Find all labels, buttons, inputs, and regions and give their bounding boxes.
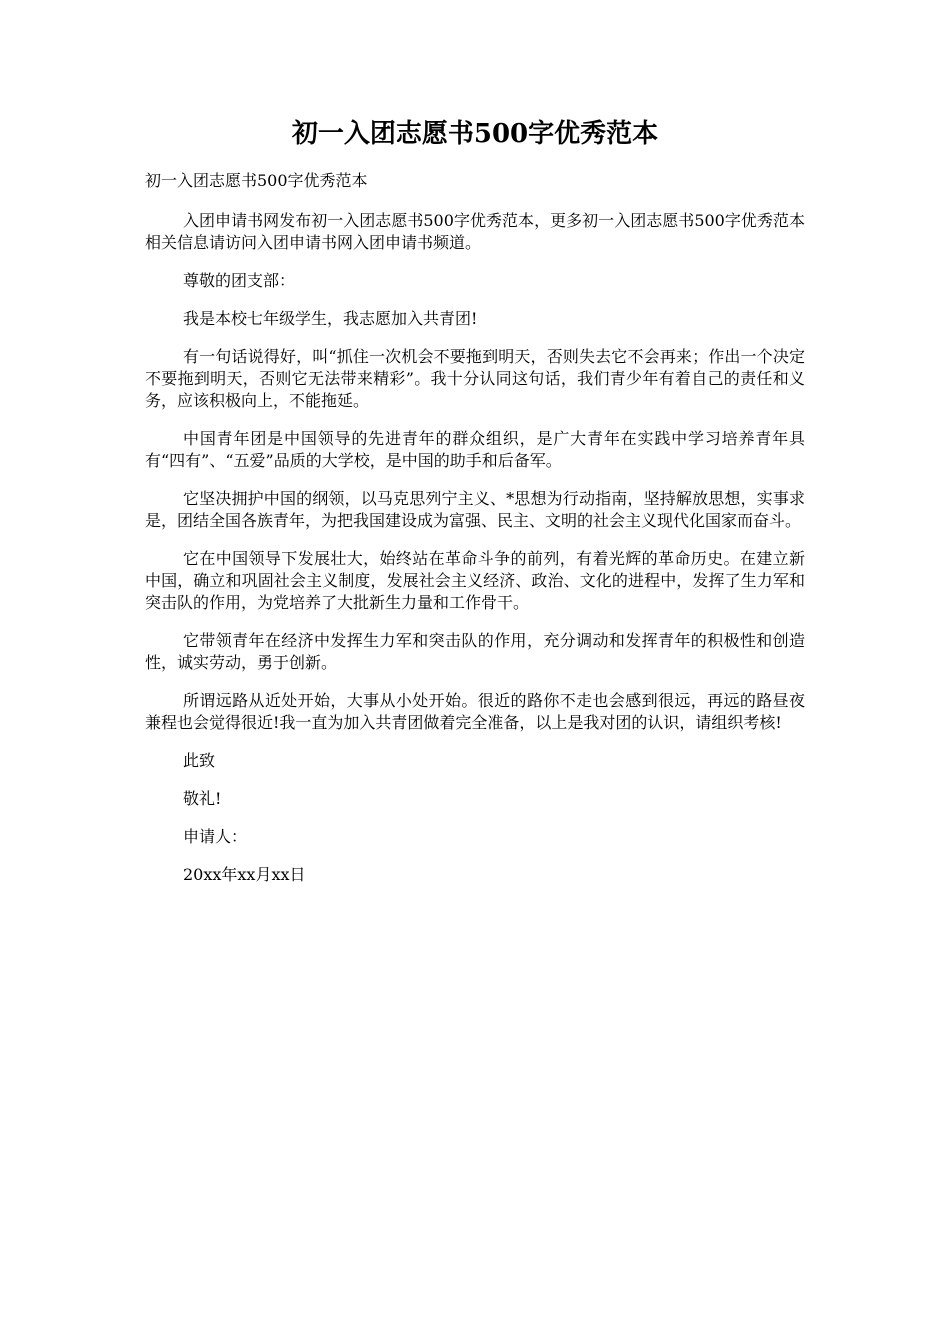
applicant-label: 申请人： bbox=[183, 827, 248, 846]
date-line: 20xx年xx月xx日 bbox=[183, 865, 306, 884]
paragraph-declaration: 我是本校七年级学生，我志愿加入共青团! bbox=[183, 309, 478, 328]
paragraph-league-role: 它带领青年在经济中发挥生力军和突击队的作用，充分调动和发挥青年的积极性和创造性，诚实劳动，勇于创新。 bbox=[145, 631, 805, 672]
paragraph-conclusion: 所谓远路从近处开始，大事从小处开始。很近的路你不走也会感到很远，再远的路昼夜兼程也会觉得很近!我一直为加入共青团做着完全准备，以上是我对团的认识，请组织考核! bbox=[145, 691, 805, 732]
paragraph-saying: 有一句话说得好，叫“抓住一次机会不要拖到明天，否则失去它不会再来；作出一个决定不要拖到明天，否则它无法带来精彩”。我十分认同这句话，我们青少年有着自己的责任和义务，应该积极向上，不能拖延。 bbox=[145, 347, 805, 410]
document-body bbox=[145, 170, 805, 902]
paragraph-league-history: 它在中国领导下发展壮大，始终站在革命斗争的前列，有着光辉的革命历史。在建立新中国，确立和巩固社会主义制度，发展社会主义经济、政治、文化的进程中，发挥了生力军和突击队的作用，为党培养了大批新生力量和工作骨干。 bbox=[145, 549, 805, 612]
document-title: 初一入团志愿书500字优秀范本 bbox=[291, 119, 659, 149]
closing-jingli: 敬礼! bbox=[183, 789, 222, 808]
closing-cizhi: 此致 bbox=[183, 751, 216, 770]
paragraph-intro: 入团申请书网发布初一入团志愿书500字优秀范本，更多初一入团志愿书500字优秀范本相关信息请访问入团申请书网入团申请书频道。 bbox=[145, 211, 805, 252]
paragraph-salutation: 尊敬的团支部： bbox=[183, 271, 296, 290]
paragraph-league-program: 它坚决拥护中国的纲领，以马克思列宁主义、*思想为行动指南，坚持解放思想，实事求是，团结全国各族青年，为把我国建设成为富强、民主、文明的社会主义现代化国家而奋斗。 bbox=[145, 489, 805, 530]
document-subtitle: 初一入团志愿书500字优秀范本 bbox=[145, 171, 368, 190]
paragraph-league-intro: 中国青年团是中国领导的先进青年的群众组织，是广大青年在实践中学习培养青年具有“四有”、“五爱”品质的大学校，是中国的助手和后备军。 bbox=[145, 429, 805, 470]
